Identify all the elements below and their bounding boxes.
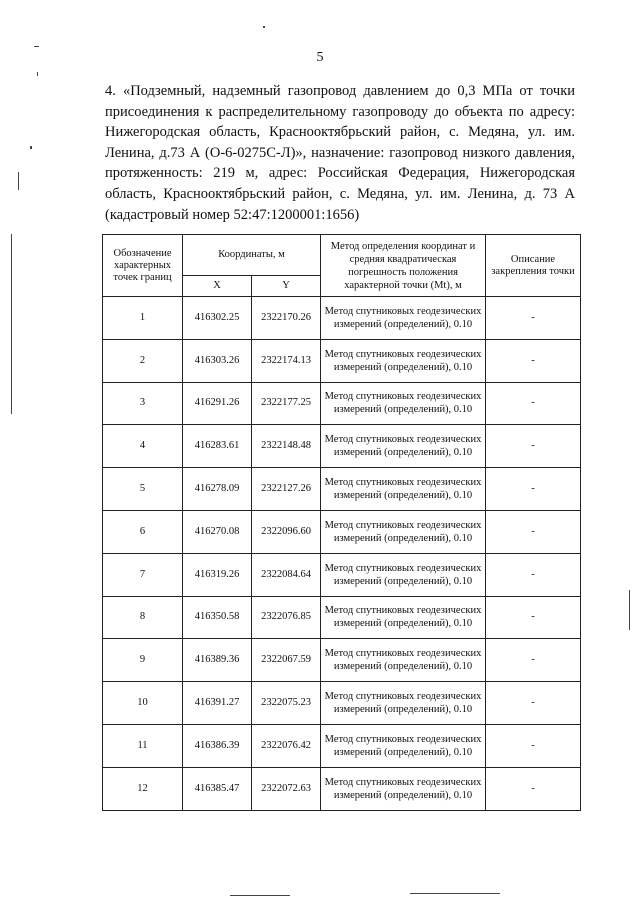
cell-description: -	[486, 553, 581, 596]
table-row	[103, 339, 581, 382]
table-body	[103, 297, 581, 811]
table-row	[103, 553, 581, 596]
cell-y: 2322174.13	[252, 339, 321, 382]
cell-x: 416386.39	[183, 724, 252, 767]
cell-description: -	[486, 639, 581, 682]
cell-description: -	[486, 767, 581, 810]
coordinates-table	[102, 234, 581, 811]
scan-mark	[629, 590, 630, 630]
cell-x: 416303.26	[183, 339, 252, 382]
cell-description: -	[486, 382, 581, 425]
table-row	[103, 682, 581, 725]
cell-method: Метод спутниковых геодезических измерений (определений), 0.10	[321, 339, 486, 382]
cell-method: Метод спутниковых геодезических измерений (определений), 0.10	[321, 724, 486, 767]
table-row	[103, 639, 581, 682]
cell-method: Метод спутниковых геодезических измерений (определений), 0.10	[321, 682, 486, 725]
cell-point: 1	[103, 297, 183, 340]
intro-paragraph: 4. «Подземный, надземный газопровод давлением до 0,3 МПа от точки присоединения к распределительному газопроводу до объекта по адресу: Нижегородская область, Краснооктябрьский район, с. Медяна, ул. им. Ленина, д.73 А (О-6-0275С-Л)», назначение: газопровод низкого давления, протяженность: 219 м, адрес: Российская Федерация, Нижегородская область, Краснооктябрьский район, с. Медяна, ул. им. Ленина, д. 73 А (кадастровый номер 52:47:1200001:1656)	[105, 83, 575, 223]
cell-method: Метод спутниковых геодезических измерений (определений), 0.10	[321, 425, 486, 468]
cell-y: 2322148.48	[252, 425, 321, 468]
cell-point: 11	[103, 724, 183, 767]
cell-y: 2322067.59	[252, 639, 321, 682]
cell-method: Метод спутниковых геодезических измерений (определений), 0.10	[321, 468, 486, 511]
cell-point: 7	[103, 553, 183, 596]
cell-method: Метод спутниковых геодезических измерений (определений), 0.10	[321, 596, 486, 639]
page-number: 5	[316, 50, 324, 65]
cell-description: -	[486, 425, 581, 468]
cell-point: 5	[103, 468, 183, 511]
header-y: Y	[252, 276, 321, 297]
cell-x: 416270.08	[183, 510, 252, 553]
header-method: Метод определения координат и средняя квадратическая погрешность положения характерной точки (Мt), м	[321, 235, 486, 297]
cell-x: 416350.58	[183, 596, 252, 639]
scan-mark	[230, 895, 290, 896]
cell-description: -	[486, 682, 581, 725]
scan-mark	[37, 72, 38, 76]
header-coordinates: Координаты, м	[183, 235, 321, 276]
cell-x: 416283.61	[183, 425, 252, 468]
table-row	[103, 596, 581, 639]
header-x: X	[183, 276, 252, 297]
cell-point: 8	[103, 596, 183, 639]
cell-description: -	[486, 297, 581, 340]
table-row	[103, 767, 581, 810]
cell-x: 416278.09	[183, 468, 252, 511]
cell-point: 9	[103, 639, 183, 682]
cell-x: 416319.26	[183, 553, 252, 596]
cell-description: -	[486, 724, 581, 767]
cell-y: 2322127.26	[252, 468, 321, 511]
scan-mark	[18, 172, 19, 190]
cell-x: 416389.36	[183, 639, 252, 682]
table-row	[103, 468, 581, 511]
table-row	[103, 382, 581, 425]
table-row	[103, 425, 581, 468]
cell-y: 2322170.26	[252, 297, 321, 340]
table-row	[103, 297, 581, 340]
cell-x: 416391.27	[183, 682, 252, 725]
cell-point: 10	[103, 682, 183, 725]
cell-method: Метод спутниковых геодезических измерений (определений), 0.10	[321, 553, 486, 596]
cell-description: -	[486, 339, 581, 382]
cell-point: 3	[103, 382, 183, 425]
scan-mark	[30, 146, 32, 149]
cell-point: 4	[103, 425, 183, 468]
cell-description: -	[486, 596, 581, 639]
cell-point: 6	[103, 510, 183, 553]
cell-x: 416385.47	[183, 767, 252, 810]
cell-point: 12	[103, 767, 183, 810]
scan-mark	[410, 893, 500, 894]
cell-y: 2322076.85	[252, 596, 321, 639]
cell-method: Метод спутниковых геодезических измерений (определений), 0.10	[321, 767, 486, 810]
cell-x: 416291.26	[183, 382, 252, 425]
cell-description: -	[486, 468, 581, 511]
table-row	[103, 724, 581, 767]
scan-mark	[263, 26, 265, 28]
cell-method: Метод спутниковых геодезических измерений (определений), 0.10	[321, 639, 486, 682]
scan-mark	[34, 46, 39, 47]
cell-y: 2322075.23	[252, 682, 321, 725]
cell-method: Метод спутниковых геодезических измерений (определений), 0.10	[321, 297, 486, 340]
cell-x: 416302.25	[183, 297, 252, 340]
cell-y: 2322072.63	[252, 767, 321, 810]
header-point: Обозначение характерных точек границ	[103, 235, 183, 297]
cell-method: Метод спутниковых геодезических измерений (определений), 0.10	[321, 510, 486, 553]
cell-description: -	[486, 510, 581, 553]
cell-y: 2322084.64	[252, 553, 321, 596]
cell-point: 2	[103, 339, 183, 382]
cell-method: Метод спутниковых геодезических измерений (определений), 0.10	[321, 382, 486, 425]
table-row	[103, 510, 581, 553]
cell-y: 2322177.25	[252, 382, 321, 425]
scan-mark	[11, 234, 12, 414]
header-description: Описание закрепления точки	[486, 235, 581, 297]
cell-y: 2322096.60	[252, 510, 321, 553]
cell-y: 2322076.42	[252, 724, 321, 767]
